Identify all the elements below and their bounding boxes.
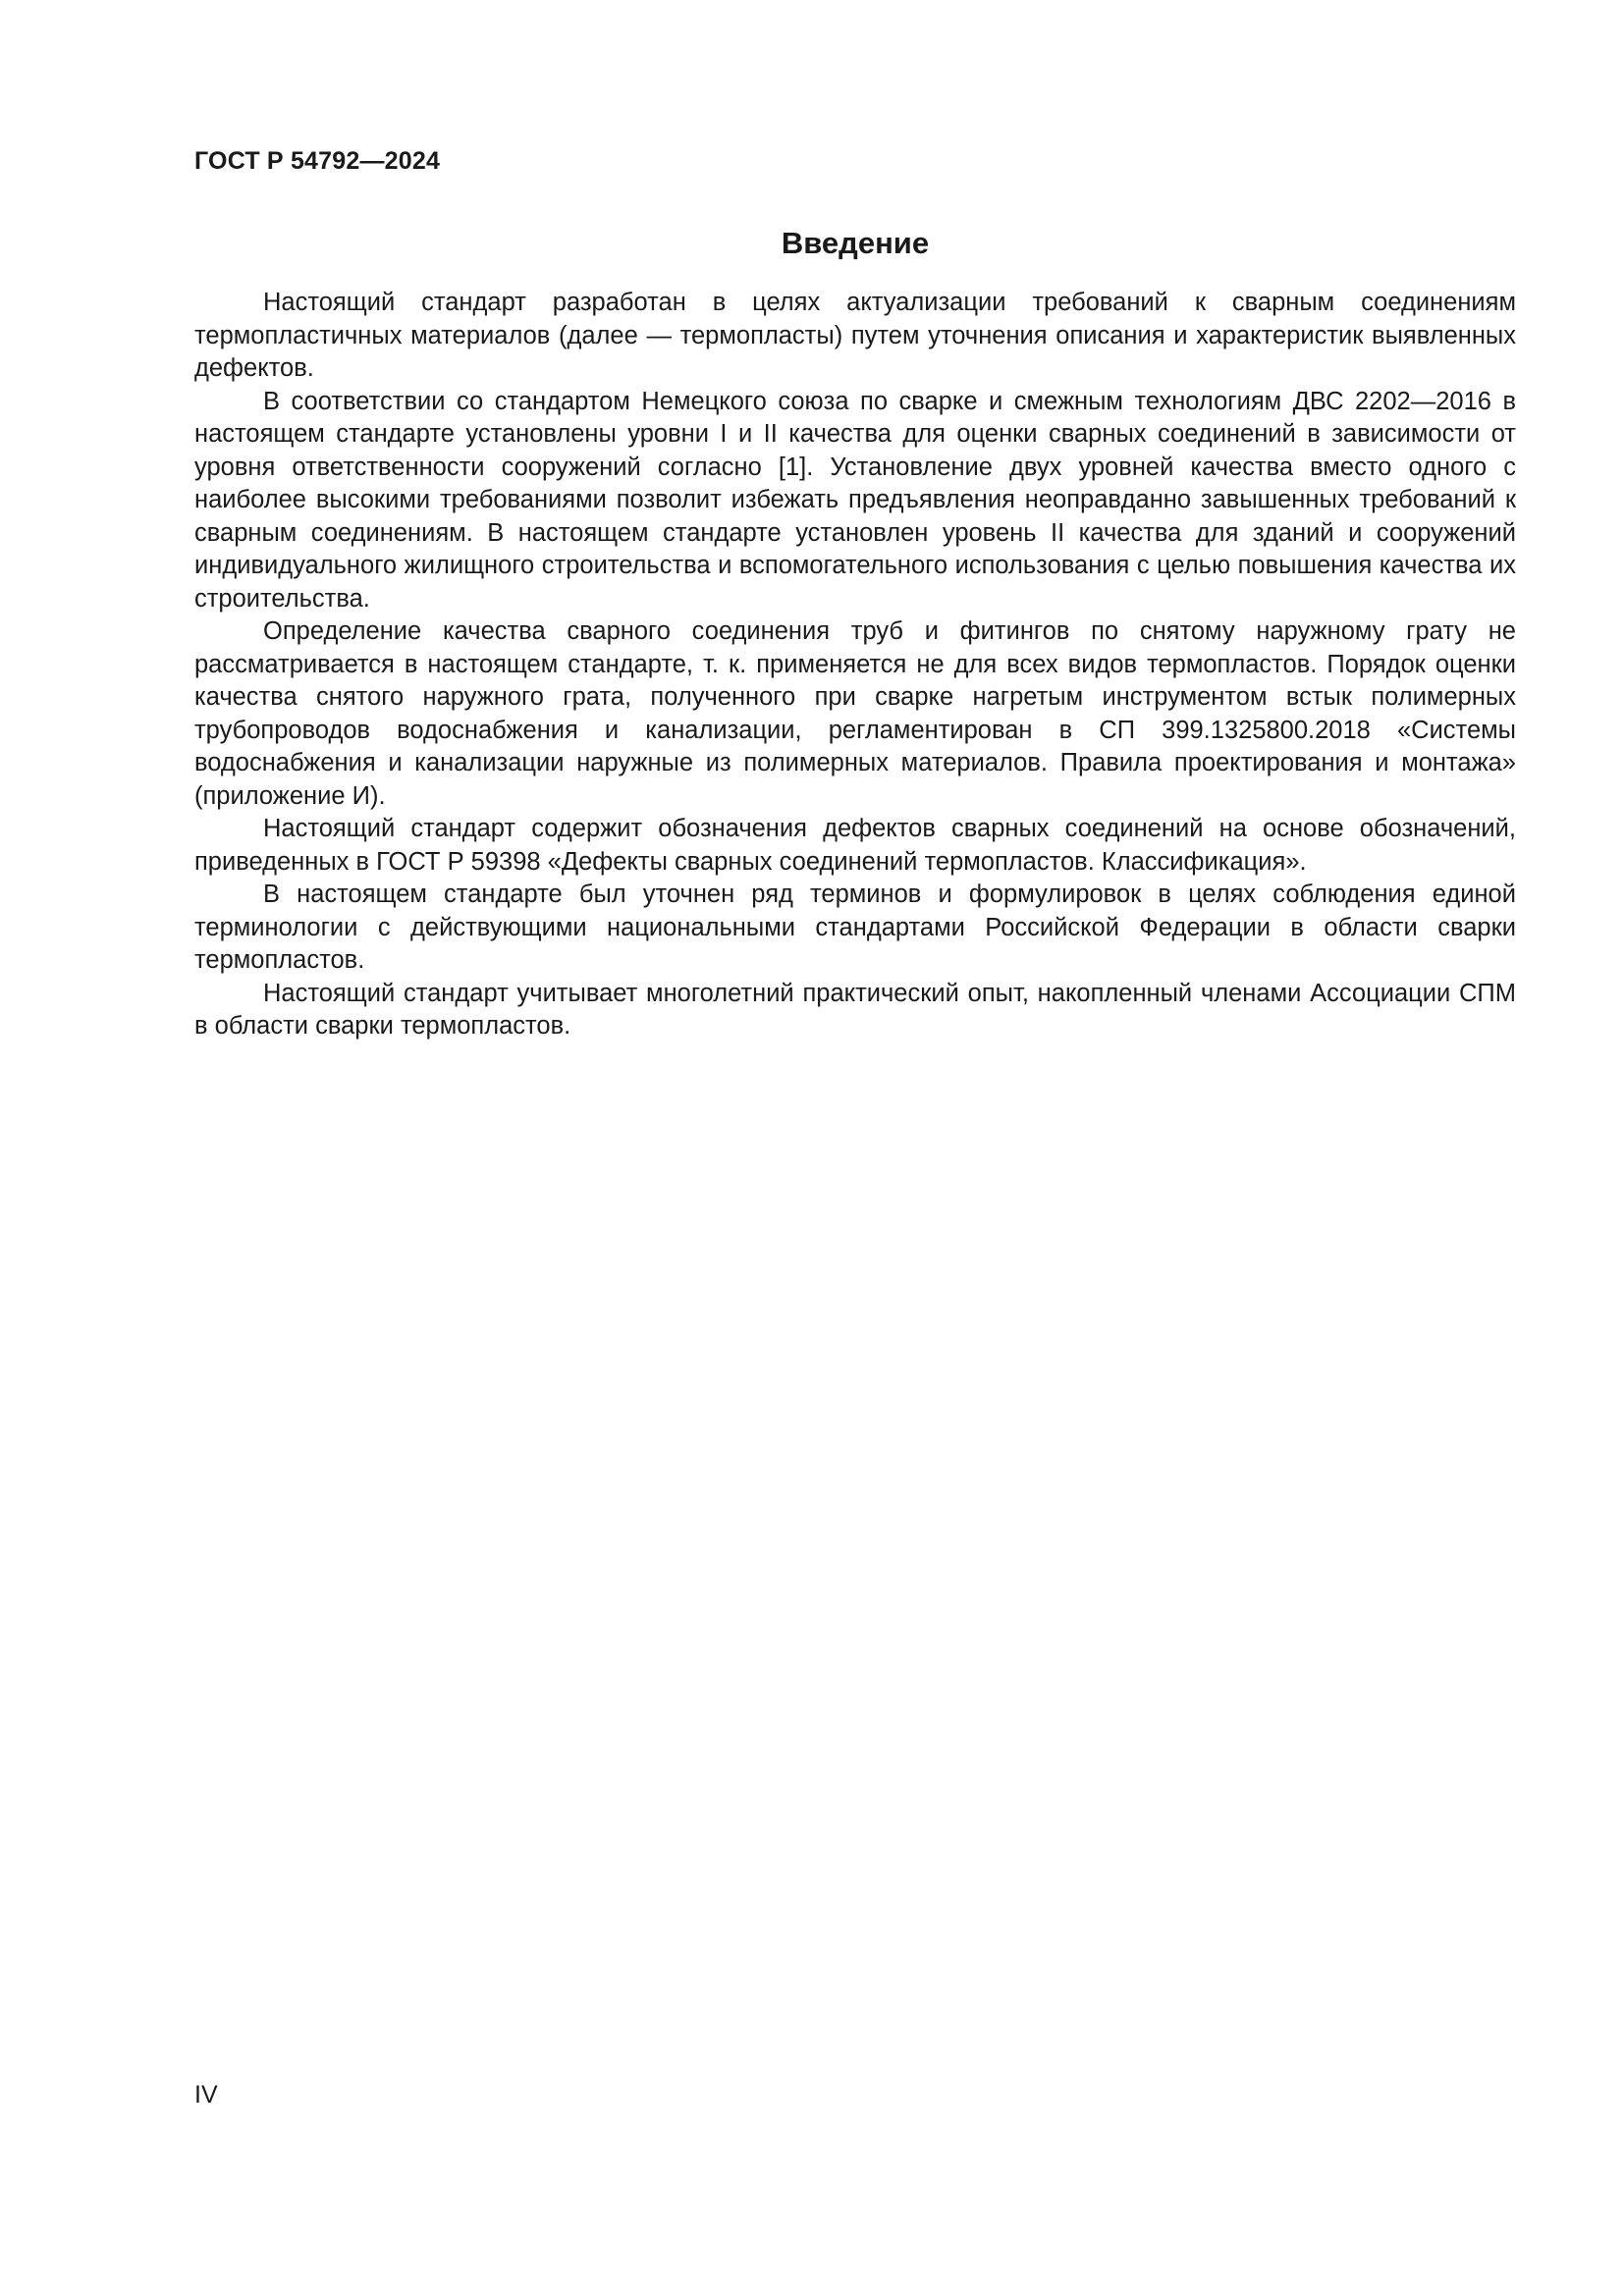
section-title: Введение bbox=[781, 226, 930, 260]
body-text bbox=[194, 287, 1516, 1043]
page-number: IV bbox=[194, 2081, 218, 2109]
paragraph: В соответствии со стандартом Немецкого союза по сварке и смежным технологиям ДВС 2202—2016 в настоящем стандарте установлены уровни I и II качества для оценки сварных соединений в зависимости от уровня ответственности сооружений согласно [1]. Установление двух уровней качества вместо одного с наиболее высокими требованиями позволит избежать предъявления неоправданно завышенных требований к сварным соединениям. В настоящем стандарте установлен уровень II качества для зданий и сооружений индивидуального жилищного строительства и вспомогательного использования с целью повышения качества их строительства. bbox=[194, 387, 1516, 613]
document-code-header: ГОСТ Р 54792—2024 bbox=[194, 147, 441, 175]
paragraph: В настоящем стандарте был уточнен ряд терминов и формулировок в целях соблюдения единой терминологии с действующими национальными стандартами Российской Федерации в области сварки термопластов. bbox=[194, 881, 1516, 974]
paragraph: Настоящий стандарт разработан в целях актуализации требований к сварным соединениям термопластичных материалов (далее — термопласты) путем уточнения описания и характеристик выявленных дефектов. bbox=[194, 289, 1516, 382]
paragraph: Определение качества сварного соединения труб и фитингов по снятому наружному грату не рассматривается в настоящем стандарте, т. к. применяется не для всех видов термопластов. Порядок оценки качества снятого наружного грата, полученного при сварке нагретым инструментом встык полимерных трубопроводов водоснабжения и канализации, регламентирован в СП 399.1325800.2018 «Системы водоснабжения и канализации наружные из полимерных материалов. Правила проектирования и монтажа» (приложение И). bbox=[194, 617, 1516, 810]
paragraph: Настоящий стандарт учитывает многолетний практический опыт, накопленный членами Ассоциации СПМ в области сварки термопластов. bbox=[194, 979, 1516, 1040]
paragraph: Настоящий стандарт содержит обозначения дефектов сварных соединений на основе обозначений, приведенных в ГОСТ Р 59398 «Дефекты сварных соединений термопластов. Классификация». bbox=[194, 815, 1516, 876]
